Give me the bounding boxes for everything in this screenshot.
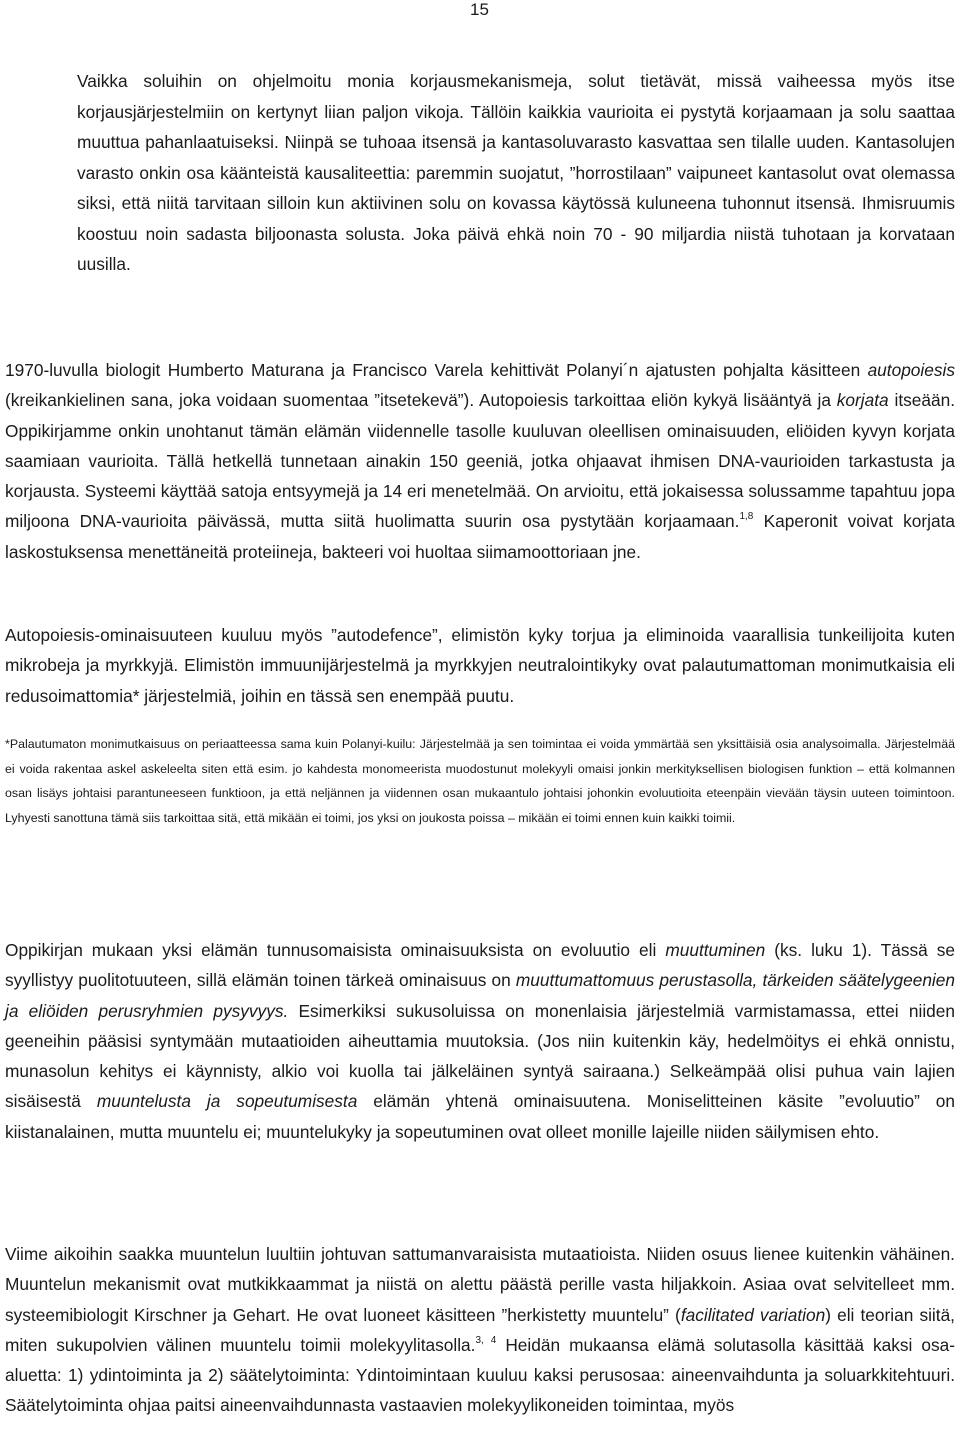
footnote-irreducible-complexity bbox=[5, 732, 955, 830]
italic-text: muuntelusta ja sopeutumisesta bbox=[96, 1091, 358, 1112]
paragraph-autodefence bbox=[5, 620, 955, 711]
page-number: 15 bbox=[470, 0, 489, 19]
paragraph-repair-mechanisms bbox=[77, 66, 955, 280]
text-run: (kreikankielinen sana, joka voidaan suomentaa ”itsetekevä”). Autopoiesis tarkoittaa eliön kykyä lisääntyä ja bbox=[5, 390, 837, 411]
text-run: Viime aikoihin saakka muuntelun luultiin johtuvan sattumanvaraisista mutaatioista. Niiden osuus lienee kuitenkin vähäinen. Muuntelun mekanismit ovat mutkikkaammat ja niistä on alettu päästä perille vasta hiljakkoin. Asiaa ovat selvitelleet mm. systeemibiologit Kirschner ja Gehart. He ovat luoneet käsitteen ”herkistetty muuntelu” ( bbox=[5, 1244, 955, 1325]
italic-text: muuttuminen bbox=[665, 940, 766, 960]
text-run: Vaikka soluihin on ohjelmoitu monia korjausmekanismeja, solut tietävät, missä vaiheessa myös itse korjausjärjestelmiin on kertynyt liian paljon vikoja. Tällöin kaikkia vaurioita ei pystytä korjaamaan ja solu saattaa muuttua pahanlaatuiseksi. Niinpä se tuhoaa itsensä ja kantasoluvarasto kasvattaa sen tilalle uuden. Kantasolujen varasto onkin osa käänteistä kausaliteettia: paremmin suojatut, ”horrostilaan” vaipuneet kantasolut ovat olemassa siksi, että niitä tarvitaan silloin kun aktiivinen solu on kovassa käytössä kuluneena tuhonnut itsensä. Ihmisruumis koostuu noin sadasta biljoonasta solusta. Joka päivä ehkä noin 70 - 90 miljardia niistä tuhotaan ja korvataan uusilla. bbox=[77, 71, 955, 274]
italic-text: muuttumattomuus perustasolla, tärkeiden säätelygeenien ja eliöiden perusryhmien pysyvyys. bbox=[5, 970, 955, 1021]
text-run: elämän yhtenä ominaisuutena. Moniselitteinen käsite ”evoluutio” on kiistanalainen, mutta muuntelu ei; muuntelukyky ja sopeutuminen ovat olleet monille lajeille niiden säilymisen ehto. bbox=[5, 1091, 955, 1142]
reference-superscript: 3, 4 bbox=[475, 1334, 497, 1346]
text-run: *Palautumaton monimutkaisuus on periaatteessa sama kuin Polanyi-kuilu: Järjestelmää ja sen toimintaa ei voida ymmärtää sen yksittäisiä osia analysoimalla. Järjestelmää ei voida rakentaa askel askeleelta siten että esim. jo kahdesta monomeerista muodostunut molekyyli omaisi jonkin merkityksellisen biologisen funktion – että kolmannen osan lisäys johtaisi parantuneeseen funktioon, ja että neljännen ja viidennen osan mukaantulo johtaisi johonkin evoluutioita eteenpäin vievään täysin uuteen toimintoon. Lyhyesti sanottuna tämä siis tarkoittaa sitä, että mikään ei toimi, jos yksi on joukosta poissa – mikään ei toimi ennen kuin kaikki toimii. bbox=[5, 737, 955, 825]
italic-text: korjata bbox=[836, 390, 889, 411]
text-run: Autopoiesis-ominaisuuteen kuuluu myös ”autodefence”, elimistön kyky torjua ja eliminoida vaarallisia tunkeilijoita kuten mikrobeja ja myrkkyjä. Elimistön immuunijärjestelmä ja myrkkyjen neutralointikyky ovat palautumattoman monimutkaisia eli redusoimattomia* järjestelmiä, joihin en tässä sen enempää puutu. bbox=[5, 625, 955, 706]
text-run: itseään. Oppikirjamme onkin unohtanut tämän elämän viidennelle tasolle kuuluvan oleellisen ominaisuuden, eliöiden kyvyn korjata saamiaan vaurioita. Tällä hetkellä tunnetaan ainakin 150 geeniä, jotka ohjaavat ihmisen DNA-vaurioiden tarkastusta ja korjausta. Systeemi käyttää satoja entsyymejä ja 14 eri menetelmää. On arvioitu, että jokaisessa solussamme tapahtuu jopa miljoona DNA-vaurioita päivässä, mutta siitä huolimatta suurin osa pystytään korjaamaan. bbox=[5, 390, 955, 532]
italic-text: facilitated variation bbox=[680, 1304, 826, 1325]
italic-text: autopoiesis bbox=[867, 360, 955, 380]
text-run: 1970-luvulla biologit Humberto Maturana ja Francisco Varela kehittivät Polanyi´n ajatusten pohjalta käsitteen bbox=[5, 360, 868, 380]
text-run: ) eli teorian siitä, miten sukupolvien välinen muuntelu toimii molekyylitasolla. bbox=[5, 1304, 955, 1355]
paragraph-autopoiesis bbox=[5, 355, 955, 567]
text-run: Esimerkiksi sukusoluissa on monenlaisia järjestelmiä varmistamassa, ettei niiden geeneihin pääsisi syntymään mutaatioiden aiheuttamia muutoksia. (Jos niin kuitenkin käy, hedelmöitys ei ehkä onnistu, munasolun kehitys ei käynnisty, alkio voi kuolla tai jälkeläinen syntyä sairaana.) Selkeämpää olisi puhua vain lajien sisäisestä bbox=[5, 1000, 955, 1112]
text-run: Oppikirjan mukaan yksi elämän tunnusomaisista ominaisuuksista on evoluutio eli bbox=[5, 940, 666, 960]
paragraph-evolution-variation bbox=[5, 935, 955, 1147]
text-run: (ks. luku 1). Tässä se syyllistyy puolitotuuteen, sillä elämän toinen tärkeä ominaisuus on bbox=[5, 940, 955, 991]
text-run: Kaperonit voivat korjata laskostuksensa menettäneitä proteiineja, bakteeri voi huoltaa siimamoottoriaan jne. bbox=[5, 511, 955, 562]
paragraph-facilitated-variation bbox=[5, 1239, 955, 1421]
reference-superscript: 1,8 bbox=[739, 511, 754, 523]
text-run: Heidän mukaansa elämä solutasolla käsittää kaksi osa-aluetta: 1) ydintoiminta ja 2) säätelytoiminta: Ydintoimintaan kuuluu kaksi perusosaa: aineenvaihdunta ja soluarkkitehtuuri. Säätelytoiminta ohjaa paitsi aineenvaihdunnasta vastaavien molekyylikoneiden toimintaa, myös bbox=[5, 1334, 955, 1416]
